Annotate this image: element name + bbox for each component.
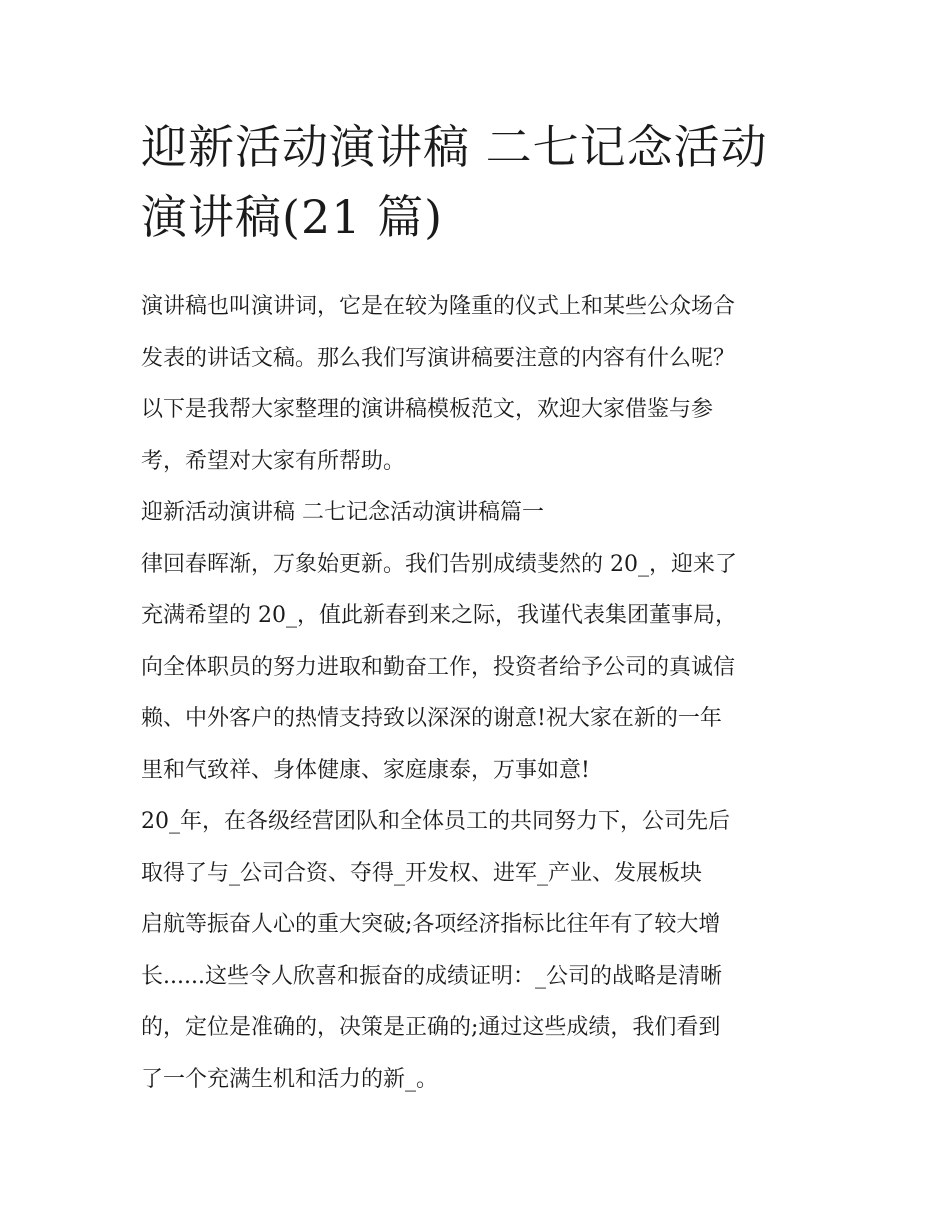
text-line: 充满希望的 20_，值此新春到来之际，我谨代表集团董事局， [141, 603, 737, 628]
document-title [141, 112, 821, 252]
text-line: 向全体职员的努力进取和勤奋工作，投资者给予公司的真诚信 [141, 654, 736, 680]
text-line: 以下是我帮大家整理的演讲稿模板范文，欢迎大家借鉴与参 [141, 397, 714, 422]
text-line: 里和气致祥、身体健康、家庭康泰，万事如意! [141, 757, 590, 783]
section-heading-text: 迎新活动演讲稿 二七记念活动演讲稿篇一 [141, 500, 544, 525]
body-paragraph-2 [141, 796, 821, 1105]
text-line: 20_年，在各级经营团队和全体员工的共同努力下，公司先后 [141, 809, 730, 834]
text-line: 律回春晖渐，万象始更新。我们告别成绩斐然的 20_，迎来了 [141, 551, 737, 577]
intro-paragraph [141, 281, 821, 487]
text-line: 取得了与_公司合资、夺得_开发权、进军_产业、发展板块 [141, 860, 703, 886]
text-line: 演讲稿也叫演讲词，它是在较为隆重的仪式上和某些公众场合 [141, 294, 736, 319]
section-heading [141, 487, 821, 539]
title-line: 迎新活动演讲稿 二七记念活动 [141, 120, 768, 174]
text-line: 的，定位是准确的，决策是正确的;通过这些成绩，我们看到 [141, 1015, 721, 1040]
body-paragraph-1 [141, 539, 821, 797]
text-line: 长......这些令人欣喜和振奋的成绩证明：_公司的战略是清晰 [141, 963, 722, 989]
text-line: 考，希望对大家有所帮助。 [141, 448, 406, 474]
title-line: 演讲稿(21 篇) [141, 190, 444, 244]
text-line: 赖、中外客户的热情支持致以深深的谢意!祝大家在新的一年 [141, 706, 722, 731]
text-line: 启航等振奋人心的重大突破;各项经济指标比往年有了较大增 [141, 912, 721, 937]
document-page [141, 112, 821, 1105]
text-line: 了一个充满生机和活力的新_。 [141, 1066, 439, 1092]
text-line: 发表的讲话文稿。那么我们写演讲稿要注意的内容有什么呢？ [141, 345, 736, 371]
